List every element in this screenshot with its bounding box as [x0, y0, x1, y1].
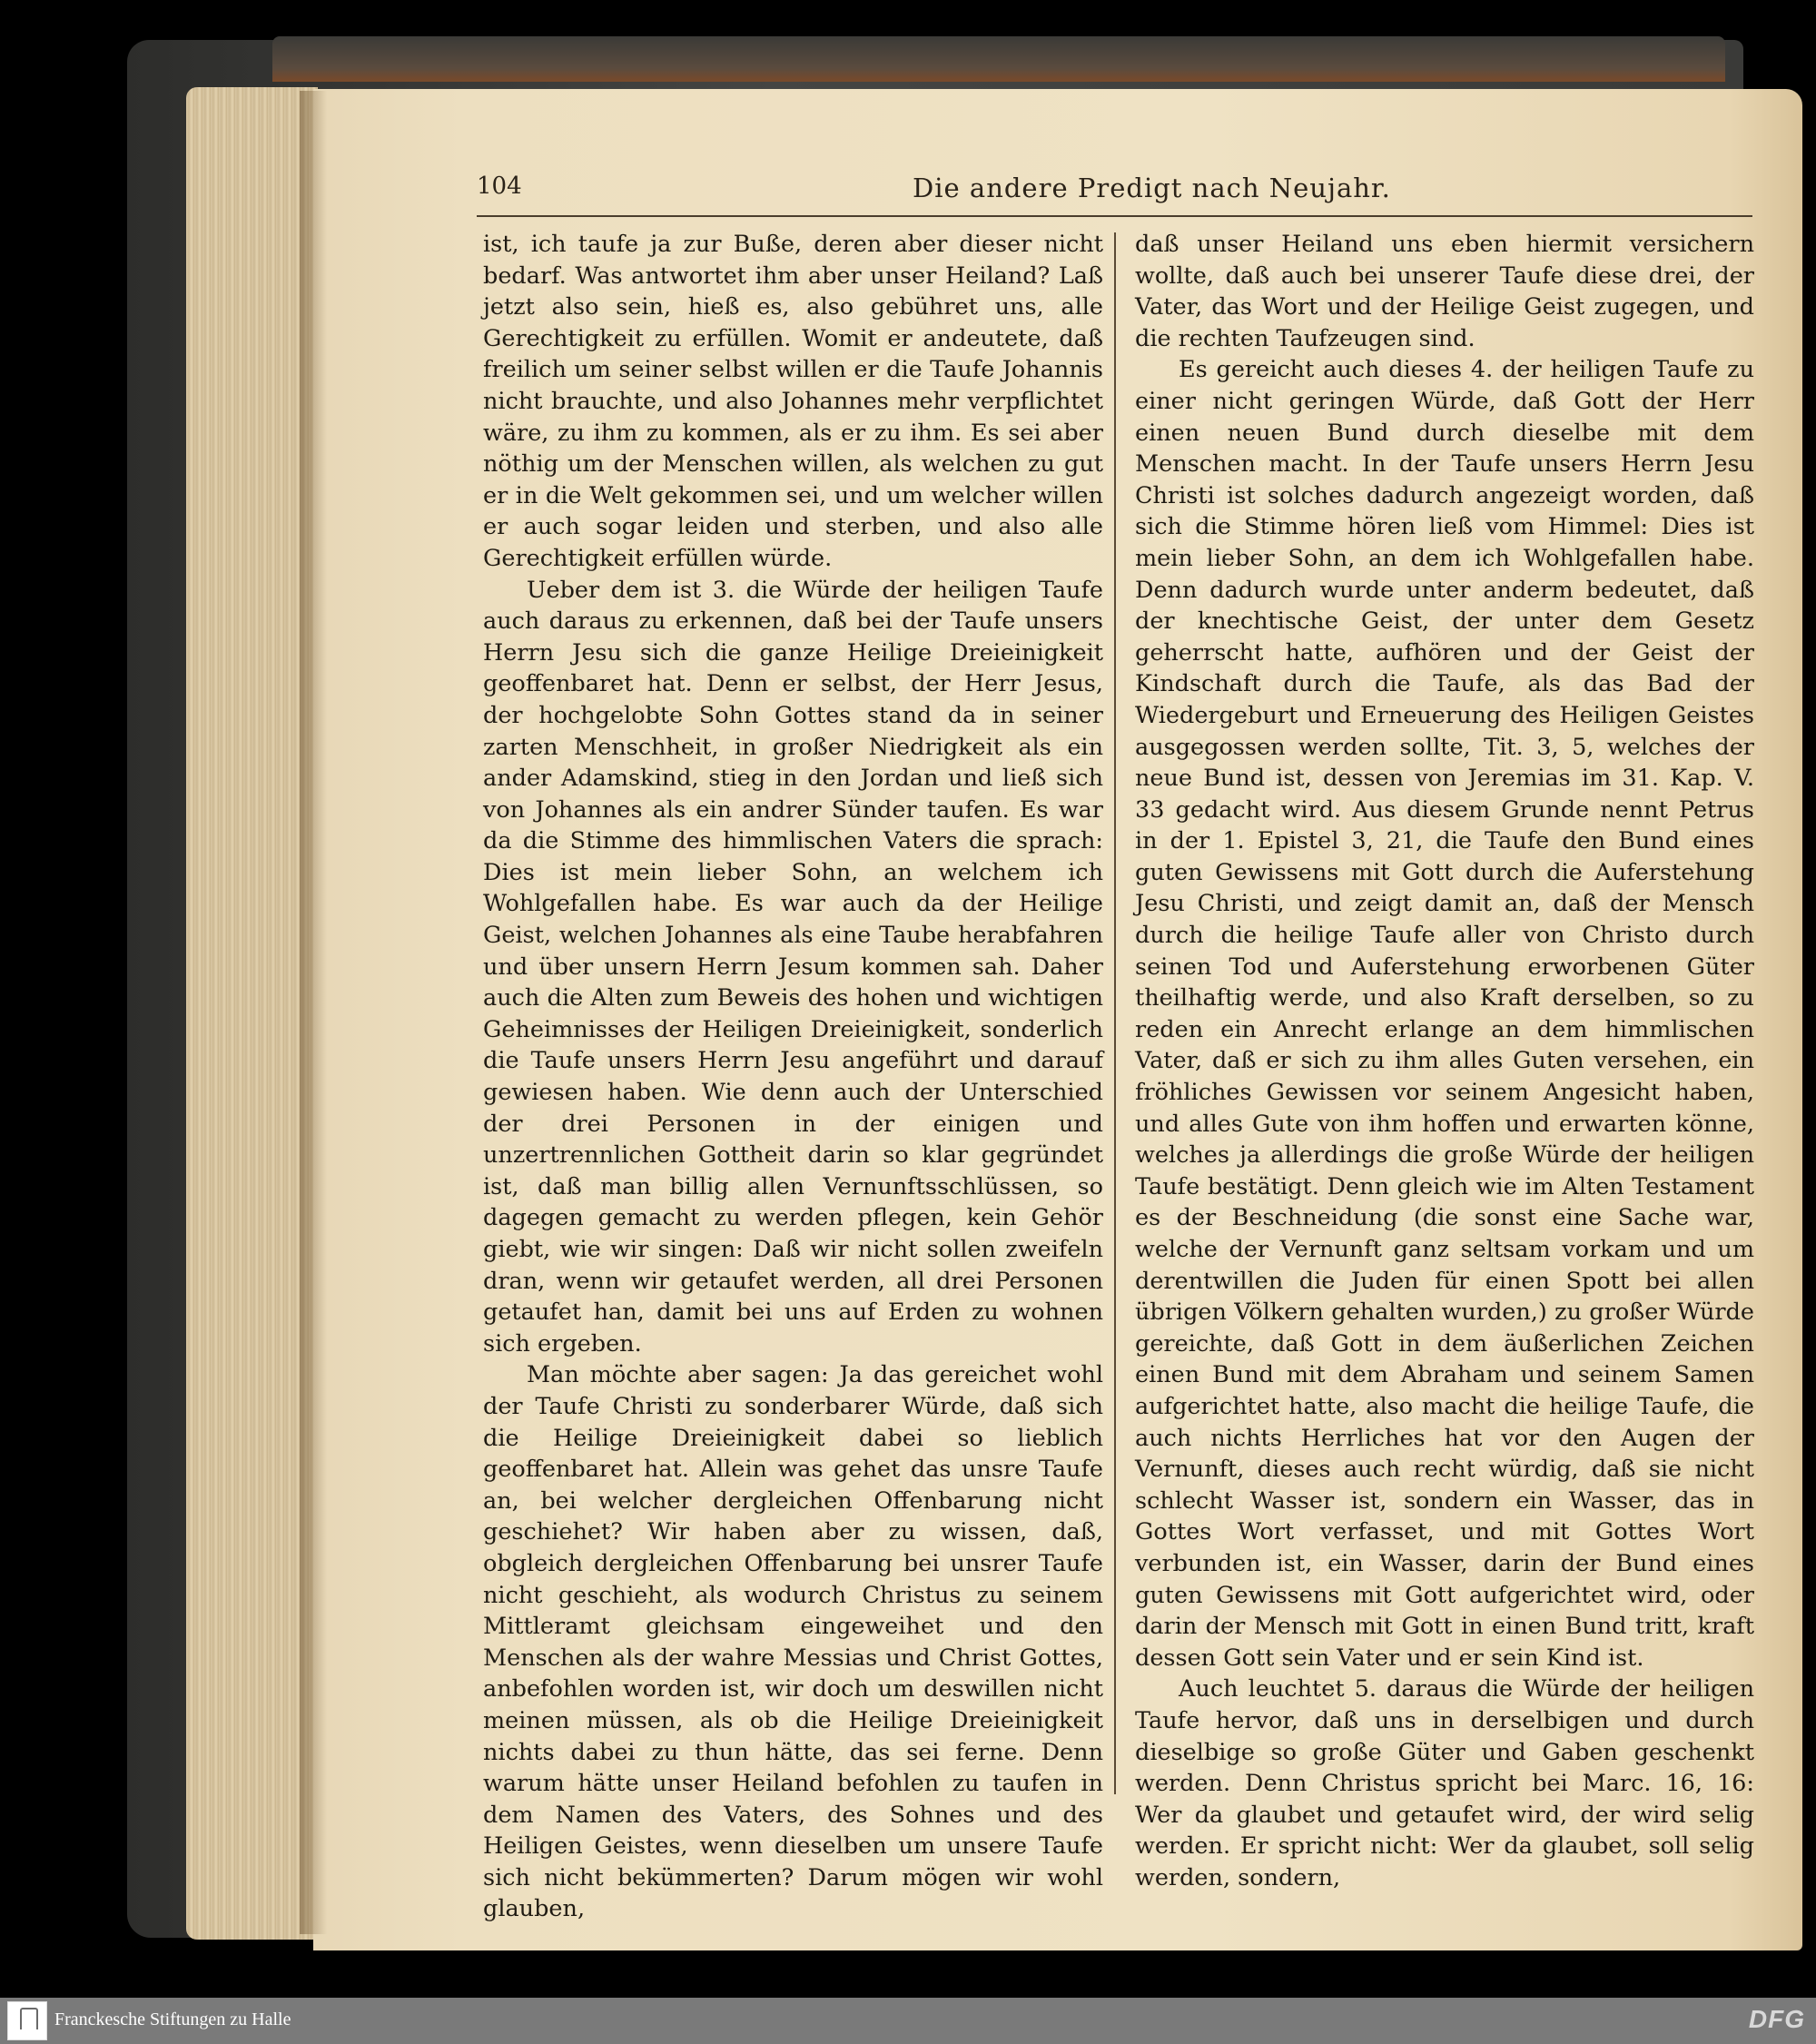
running-title: Die andere Predigt nach Neujahr. [913, 173, 1391, 203]
gutter-shadow [300, 91, 327, 1934]
dfg-logo[interactable]: DFG [1748, 2005, 1805, 2033]
paragraph: daß unser Heiland uns eben hiermit versichern wollte, daß auch bei unserer Taufe diese drei, der Vater, das Wort und der Heilige Geist zugegen, und die rechten Taufzeugen sind. [1135, 231, 1754, 352]
institution-name[interactable]: Franckesche Stiftungen zu Halle [54, 2009, 291, 2029]
page-number: 104 [477, 173, 522, 200]
paragraph: Es gereicht auch dieses 4. der heiligen Taufe zu einer nicht geringen Würde, daß Gott der Herr einen neuen Bund durch dieselbe mit dem Menschen macht. In der Taufe unsers Herrn Jesu Christi ist solches dadurch angezeigt worden, daß sich die Stimme hören ließ vom Himmel: Dies ist mein lieber Sohn, an dem ich Wohlgefallen habe. Denn dadurch wurde unter anderm bedeutet, daß der knechtische Geist, der unter dem Gesetz geherrscht hatte, aufhören und der Geist der Kindschaft durch die Taufe, als das Bad der Wiedergeburt und Erneuerung des Heiligen Geistes ausgegossen werden sollte, Tit. 3, 5, welches der neue Bund ist, dessen von Jeremias im 31. Kap. V. 33 gedacht wird. Aus diesem Grunde nennt Petrus in der 1. Epistel 3, 21, die Taufe den Bund eines guten Gewissens mit Gott durch die Auferstehung Jesu Christi, und zeigt damit an, daß der Mensch durch die heilige Taufe aller von Christo durch seinen Tod und Auferstehung erworbenen Güter theilhaftig werde, und also Kraft derselben, so zu reden ein Anrecht erlange an dem himmlischen Vater, daß er sich zu ihm alles Guten versehen, ein fröhliches Gewissen vor seinem Angesicht haben, und alles Gute von ihm hoffen und erwarten könne, welches ja allerdings die große Würde der heiligen Taufe bestätigt. Denn gleich wie im Alten Testament es der Beschneidung (die sonst eine Sache war, welche der Vernunft ganz seltsam vorkam und um derentwillen die Juden für einen Spott bei allen übrigen Völkern gehalten wurden,) zu großer Würde gereichte, daß Gott in dem äußerlichen Zeichen einen Bund mit dem Abraham und seinem Samen aufgerichtet hatte, also macht die heilige Taufe, die auch nichts Herrliches hat vor den Augen der Vernunft, dieses auch recht würdig, daß sie nicht schlecht Wasser ist, sondern ein Wasser, das in Gottes Wort verfasset, und mit Gottes Wort verbunden ist, ein Wasser, darin der Bund eines guten Gewissens mit Gott aufgerichtet wird, oder darin der Mensch mit Gott in einen Bund tritt, kraft dessen Gott sein Vater und er sein Kind ist. [1135, 356, 1754, 1672]
text-column-right [1135, 229, 1754, 1893]
text-column-left [483, 229, 1103, 1925]
page-block-edges [186, 87, 318, 1940]
paragraph: Auch leuchtet 5. daraus die Würde der heiligen Taufe hervor, daß uns in derselbigen und durch dieselbige so große Güter und Gaben geschenkt werden. Denn Christus spricht bei Marc. 16, 16: Wer da glaubet und getaufet wird, der wird selig werden. Er spricht nicht: Wer da glaubet, soll selig werden, sondern, [1135, 1675, 1754, 1891]
column-divider [1114, 232, 1116, 1794]
paragraph: Man möchte aber sagen: Ja das gereichet wohl der Taufe Christi zu sonderbarer Würde, daß sich die Heilige Dreieinigkeit dabei so lieblich geoffenbaret hat. Allein was gehet das unsre Taufe an, bei welcher dergleichen Offenbarung nicht geschiehet? Wir haben aber zu wissen, daß, obgleich dergleichen Offenbarung bei unsrer Taufe nicht geschieht, als wodurch Christus zu seinem Mittleramt gleichsam eingeweihet und den Menschen als der wahre Messias und Christ Gottes, anbefohlen worden ist, wir doch um deswillen nicht meinen müssen, als ob die Heilige Dreieinigkeit nichts dabei zu thun hätte, das sei ferne. Denn warum hätte unser Heiland befohlen zu taufen in dem Namen des Vaters, des Sohnes und des Heiligen Geistes, wenn dieselben um unsere Taufe sich nicht bekümmerten? Darum mögen wir wohl glauben, [483, 1361, 1103, 1923]
running-head [477, 173, 1752, 212]
header-rule [477, 215, 1752, 217]
viewer-footer-bar [0, 1998, 1816, 2044]
institution-logo-icon[interactable] [7, 2001, 47, 2040]
book-cover-top-edge [272, 36, 1725, 82]
paragraph: ist, ich taufe ja zur Buße, deren aber dieser nicht bedarf. Was antwortet ihm aber unser Heiland? Laß jetzt also sein, hieß es, also gebühret uns, alle Gerechtigkeit zu erfüllen. Womit er andeutete, daß freilich um seiner selbst willen er die Taufe Johannis nicht brauchte, und also Johannes mehr verpflichtet wäre, zu ihm zu kommen, als er zu ihm. Es sei aber nöthig um der Menschen willen, als welchen zu gut er in die Welt gekommen sei, und um welcher willen er auch sogar leiden und sterben, und also alle Gerechtigkeit erfüllen würde. [483, 231, 1103, 572]
paragraph: Ueber dem ist 3. die Würde der heiligen Taufe auch daraus zu erkennen, daß bei der Taufe unsers Herrn Jesu sich die ganze Heilige Dreieinigkeit geoffenbaret hat. Denn er selbst, der Herr Jesus, der hochgelobte Sohn Gottes stand da in seiner zarten Menschheit, in großer Niedrigkeit als ein ander Adamskind, stieg in den Jordan und ließ sich von Johannes als ein andrer Sünder taufen. Es war da die Stimme des himmlischen Vaters die sprach: Dies ist mein lieber Sohn, an welchem ich Wohlgefallen habe. Es war auch da der Heilige Geist, welchen Johannes als eine Taube herabfahren und über unsern Herrn Jesum kommen sah. Daher auch die Alten zum Beweis des hohen und wichtigen Geheimnisses der Heiligen Dreieinigkeit, sonderlich die Taufe unsers Herrn Jesu angeführt und darauf gewiesen haben. Wie denn auch der Unterschied der drei Personen in der einigen und unzertrennlichen Gottheit darin so klar gegründet ist, daß man billig allen Vernunftsschlüssen, so dagegen gemacht zu werden pflegen, kein Gehör giebt, wie wir singen: Daß wir nicht sollen zweifeln dran, wenn wir getaufet werden, all drei Personen getaufet han, damit bei uns auf Erden zu wohnen sich ergeben. [483, 576, 1103, 1358]
